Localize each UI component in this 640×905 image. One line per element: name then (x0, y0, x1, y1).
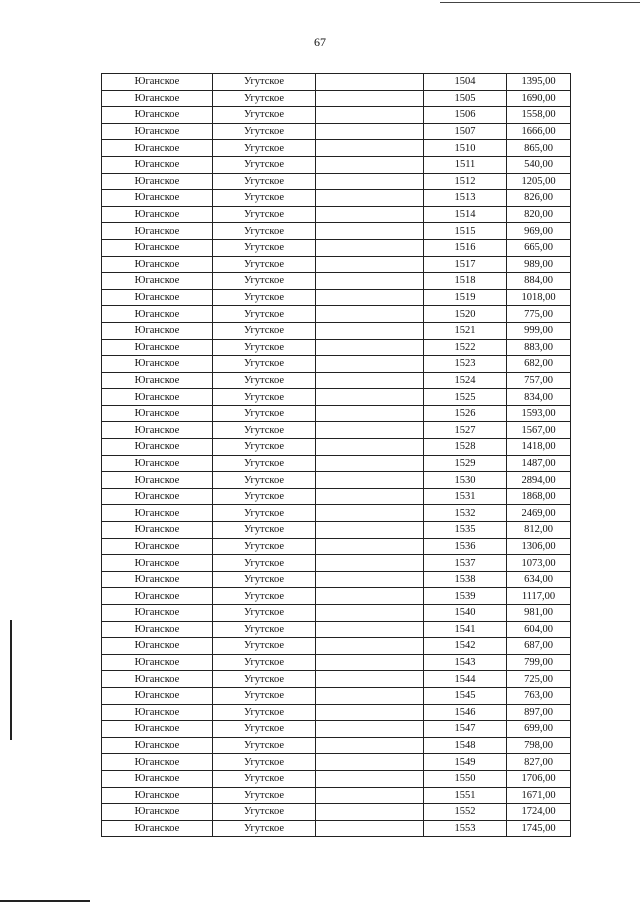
cell-empty (316, 107, 424, 124)
cell-field-name: Юганское (102, 588, 213, 605)
cell-well-number: 1513 (424, 190, 507, 207)
table-row (102, 140, 571, 157)
table-row (102, 754, 571, 771)
cell-depth-value: 2469,00 (507, 505, 571, 522)
cell-depth-value: 1593,00 (507, 405, 571, 422)
cell-well-number: 1539 (424, 588, 507, 605)
cell-well-number: 1516 (424, 239, 507, 256)
table-row (102, 74, 571, 91)
cell-field-name: Юганское (102, 455, 213, 472)
table-row (102, 405, 571, 422)
cell-empty (316, 638, 424, 655)
cell-well-number: 1517 (424, 256, 507, 273)
table-row (102, 605, 571, 622)
cell-empty (316, 505, 424, 522)
cell-well-number: 1529 (424, 455, 507, 472)
cell-empty (316, 522, 424, 539)
cell-empty (316, 439, 424, 456)
cell-depth-value: 820,00 (507, 206, 571, 223)
cell-depth-value: 827,00 (507, 754, 571, 771)
cell-field-name: Юганское (102, 273, 213, 290)
cell-area-name: Угутское (213, 721, 316, 738)
cell-empty (316, 687, 424, 704)
table-row (102, 223, 571, 240)
cell-well-number: 1518 (424, 273, 507, 290)
cell-well-number: 1544 (424, 671, 507, 688)
cell-well-number: 1512 (424, 173, 507, 190)
cell-area-name: Угутское (213, 787, 316, 804)
table-row (102, 90, 571, 107)
cell-field-name: Юганское (102, 339, 213, 356)
cell-field-name: Юганское (102, 555, 213, 572)
cell-well-number: 1531 (424, 488, 507, 505)
cell-depth-value: 1724,00 (507, 804, 571, 821)
cell-field-name: Юганское (102, 256, 213, 273)
cell-field-name: Юганское (102, 804, 213, 821)
cell-empty (316, 588, 424, 605)
cell-depth-value: 1745,00 (507, 820, 571, 837)
table-row (102, 439, 571, 456)
cell-area-name: Угутское (213, 173, 316, 190)
cell-depth-value: 1868,00 (507, 488, 571, 505)
cell-field-name: Юганское (102, 820, 213, 837)
cell-depth-value: 540,00 (507, 156, 571, 173)
table-row (102, 770, 571, 787)
cell-depth-value: 1671,00 (507, 787, 571, 804)
cell-empty (316, 123, 424, 140)
cell-well-number: 1543 (424, 654, 507, 671)
cell-empty (316, 671, 424, 688)
cell-empty (316, 621, 424, 638)
cell-field-name: Юганское (102, 422, 213, 439)
cell-empty (316, 223, 424, 240)
cell-field-name: Юганское (102, 107, 213, 124)
cell-well-number: 1532 (424, 505, 507, 522)
cell-well-number: 1505 (424, 90, 507, 107)
cell-empty (316, 356, 424, 373)
cell-empty (316, 422, 424, 439)
cell-depth-value: 999,00 (507, 322, 571, 339)
table-row (102, 422, 571, 439)
table-row (102, 339, 571, 356)
cell-empty (316, 140, 424, 157)
cell-depth-value: 725,00 (507, 671, 571, 688)
cell-depth-value: 699,00 (507, 721, 571, 738)
cell-field-name: Юганское (102, 206, 213, 223)
cell-empty (316, 372, 424, 389)
cell-empty (316, 605, 424, 622)
cell-depth-value: 826,00 (507, 190, 571, 207)
cell-empty (316, 322, 424, 339)
cell-area-name: Угутское (213, 754, 316, 771)
table-row (102, 107, 571, 124)
cell-depth-value: 1418,00 (507, 439, 571, 456)
table-row (102, 239, 571, 256)
cell-depth-value: 1306,00 (507, 538, 571, 555)
cell-empty (316, 654, 424, 671)
cell-area-name: Угутское (213, 472, 316, 489)
cell-empty (316, 820, 424, 837)
cell-well-number: 1535 (424, 522, 507, 539)
table-row (102, 638, 571, 655)
cell-field-name: Юганское (102, 721, 213, 738)
cell-depth-value: 2894,00 (507, 472, 571, 489)
cell-depth-value: 897,00 (507, 704, 571, 721)
cell-area-name: Угутское (213, 140, 316, 157)
cell-empty (316, 405, 424, 422)
cell-field-name: Юганское (102, 223, 213, 240)
cell-depth-value: 989,00 (507, 256, 571, 273)
cell-depth-value: 1706,00 (507, 770, 571, 787)
cell-empty (316, 571, 424, 588)
cell-well-number: 1515 (424, 223, 507, 240)
cell-area-name: Угутское (213, 488, 316, 505)
cell-field-name: Юганское (102, 770, 213, 787)
scan-left-mark (10, 620, 12, 740)
cell-area-name: Угутское (213, 372, 316, 389)
cell-area-name: Угутское (213, 389, 316, 406)
cell-empty (316, 74, 424, 91)
cell-area-name: Угутское (213, 555, 316, 572)
cell-empty (316, 538, 424, 555)
cell-depth-value: 634,00 (507, 571, 571, 588)
cell-field-name: Юганское (102, 754, 213, 771)
table-row (102, 472, 571, 489)
table-row (102, 588, 571, 605)
cell-area-name: Угутское (213, 289, 316, 306)
cell-empty (316, 256, 424, 273)
table-row (102, 687, 571, 704)
cell-field-name: Юганское (102, 439, 213, 456)
cell-empty (316, 289, 424, 306)
cell-field-name: Юганское (102, 74, 213, 91)
wells-table-body (102, 74, 571, 837)
cell-area-name: Угутское (213, 770, 316, 787)
cell-area-name: Угутское (213, 820, 316, 837)
cell-area-name: Угутское (213, 687, 316, 704)
cell-depth-value: 884,00 (507, 273, 571, 290)
cell-empty (316, 389, 424, 406)
cell-field-name: Юганское (102, 306, 213, 323)
table-row (102, 704, 571, 721)
cell-depth-value: 1487,00 (507, 455, 571, 472)
cell-empty (316, 90, 424, 107)
cell-area-name: Угутское (213, 505, 316, 522)
cell-field-name: Юганское (102, 356, 213, 373)
table-row (102, 522, 571, 539)
cell-well-number: 1553 (424, 820, 507, 837)
cell-well-number: 1551 (424, 787, 507, 804)
cell-well-number: 1526 (424, 405, 507, 422)
cell-empty (316, 472, 424, 489)
cell-depth-value: 665,00 (507, 239, 571, 256)
cell-depth-value: 1690,00 (507, 90, 571, 107)
cell-empty (316, 339, 424, 356)
cell-depth-value: 1018,00 (507, 289, 571, 306)
cell-depth-value: 969,00 (507, 223, 571, 240)
cell-area-name: Угутское (213, 322, 316, 339)
cell-field-name: Юганское (102, 173, 213, 190)
cell-area-name: Угутское (213, 256, 316, 273)
table-row (102, 206, 571, 223)
cell-area-name: Угутское (213, 107, 316, 124)
cell-well-number: 1542 (424, 638, 507, 655)
cell-well-number: 1530 (424, 472, 507, 489)
cell-area-name: Угутское (213, 156, 316, 173)
cell-depth-value: 865,00 (507, 140, 571, 157)
cell-area-name: Угутское (213, 704, 316, 721)
table-row (102, 488, 571, 505)
cell-area-name: Угутское (213, 90, 316, 107)
cell-depth-value: 1567,00 (507, 422, 571, 439)
cell-well-number: 1546 (424, 704, 507, 721)
cell-empty (316, 306, 424, 323)
cell-field-name: Юганское (102, 538, 213, 555)
cell-well-number: 1510 (424, 140, 507, 157)
table-row (102, 787, 571, 804)
cell-depth-value: 798,00 (507, 737, 571, 754)
cell-depth-value: 604,00 (507, 621, 571, 638)
cell-empty (316, 273, 424, 290)
table-row (102, 123, 571, 140)
cell-field-name: Юганское (102, 140, 213, 157)
cell-empty (316, 190, 424, 207)
cell-well-number: 1507 (424, 123, 507, 140)
table-row (102, 389, 571, 406)
cell-empty (316, 804, 424, 821)
table-row (102, 455, 571, 472)
table-row (102, 671, 571, 688)
cell-depth-value: 1666,00 (507, 123, 571, 140)
cell-well-number: 1545 (424, 687, 507, 704)
cell-well-number: 1511 (424, 156, 507, 173)
cell-depth-value: 682,00 (507, 356, 571, 373)
cell-well-number: 1524 (424, 372, 507, 389)
cell-empty (316, 770, 424, 787)
cell-field-name: Юганское (102, 472, 213, 489)
cell-field-name: Юганское (102, 571, 213, 588)
cell-area-name: Угутское (213, 588, 316, 605)
cell-field-name: Юганское (102, 156, 213, 173)
cell-well-number: 1514 (424, 206, 507, 223)
cell-well-number: 1504 (424, 74, 507, 91)
cell-area-name: Угутское (213, 223, 316, 240)
cell-well-number: 1525 (424, 389, 507, 406)
table-row (102, 173, 571, 190)
cell-field-name: Юганское (102, 605, 213, 622)
cell-area-name: Угутское (213, 671, 316, 688)
cell-area-name: Угутское (213, 737, 316, 754)
cell-well-number: 1548 (424, 737, 507, 754)
page-number: 67 (314, 35, 326, 49)
cell-well-number: 1537 (424, 555, 507, 572)
scan-bottom-rule (0, 900, 90, 902)
cell-field-name: Юганское (102, 787, 213, 804)
cell-area-name: Угутское (213, 239, 316, 256)
cell-field-name: Юганское (102, 505, 213, 522)
cell-well-number: 1527 (424, 422, 507, 439)
cell-area-name: Угутское (213, 206, 316, 223)
cell-area-name: Угутское (213, 306, 316, 323)
cell-field-name: Юганское (102, 322, 213, 339)
table-row (102, 555, 571, 572)
cell-empty (316, 206, 424, 223)
cell-well-number: 1547 (424, 721, 507, 738)
cell-area-name: Угутское (213, 605, 316, 622)
cell-area-name: Угутское (213, 654, 316, 671)
cell-field-name: Юганское (102, 522, 213, 539)
cell-area-name: Угутское (213, 522, 316, 539)
table-row (102, 505, 571, 522)
cell-well-number: 1549 (424, 754, 507, 771)
cell-depth-value: 763,00 (507, 687, 571, 704)
cell-well-number: 1541 (424, 621, 507, 638)
cell-depth-value: 1073,00 (507, 555, 571, 572)
cell-well-number: 1528 (424, 439, 507, 456)
table-row (102, 256, 571, 273)
cell-empty (316, 173, 424, 190)
cell-depth-value: 812,00 (507, 522, 571, 539)
cell-empty (316, 737, 424, 754)
cell-depth-value: 883,00 (507, 339, 571, 356)
cell-field-name: Юганское (102, 405, 213, 422)
table-row (102, 737, 571, 754)
cell-area-name: Угутское (213, 455, 316, 472)
cell-depth-value: 799,00 (507, 654, 571, 671)
cell-area-name: Угутское (213, 356, 316, 373)
cell-well-number: 1520 (424, 306, 507, 323)
cell-well-number: 1523 (424, 356, 507, 373)
table-row (102, 322, 571, 339)
cell-empty (316, 704, 424, 721)
table-row (102, 654, 571, 671)
cell-field-name: Юганское (102, 372, 213, 389)
cell-well-number: 1519 (424, 289, 507, 306)
wells-table (101, 73, 571, 837)
cell-area-name: Угутское (213, 74, 316, 91)
cell-depth-value: 1395,00 (507, 74, 571, 91)
cell-field-name: Юганское (102, 654, 213, 671)
cell-well-number: 1540 (424, 605, 507, 622)
cell-empty (316, 156, 424, 173)
table-row (102, 820, 571, 837)
table-row (102, 156, 571, 173)
cell-field-name: Юганское (102, 488, 213, 505)
cell-empty (316, 239, 424, 256)
cell-area-name: Угутское (213, 339, 316, 356)
cell-well-number: 1506 (424, 107, 507, 124)
cell-depth-value: 775,00 (507, 306, 571, 323)
cell-field-name: Юганское (102, 687, 213, 704)
cell-field-name: Юганское (102, 389, 213, 406)
cell-area-name: Угутское (213, 439, 316, 456)
scan-top-rule (440, 2, 640, 3)
cell-empty (316, 754, 424, 771)
cell-area-name: Угутское (213, 638, 316, 655)
cell-field-name: Юганское (102, 737, 213, 754)
cell-depth-value: 981,00 (507, 605, 571, 622)
table-row (102, 538, 571, 555)
cell-area-name: Угутское (213, 273, 316, 290)
cell-empty (316, 455, 424, 472)
cell-area-name: Угутское (213, 190, 316, 207)
table-row (102, 804, 571, 821)
table-row (102, 372, 571, 389)
table-row (102, 621, 571, 638)
table-row (102, 306, 571, 323)
cell-well-number: 1550 (424, 770, 507, 787)
cell-empty (316, 555, 424, 572)
cell-field-name: Юганское (102, 621, 213, 638)
cell-field-name: Юганское (102, 123, 213, 140)
cell-empty (316, 721, 424, 738)
cell-field-name: Юганское (102, 638, 213, 655)
cell-field-name: Юганское (102, 190, 213, 207)
cell-well-number: 1552 (424, 804, 507, 821)
cell-well-number: 1521 (424, 322, 507, 339)
cell-well-number: 1536 (424, 538, 507, 555)
cell-area-name: Угутское (213, 621, 316, 638)
cell-field-name: Юганское (102, 239, 213, 256)
cell-depth-value: 1117,00 (507, 588, 571, 605)
cell-area-name: Угутское (213, 571, 316, 588)
cell-well-number: 1538 (424, 571, 507, 588)
cell-field-name: Юганское (102, 671, 213, 688)
cell-well-number: 1522 (424, 339, 507, 356)
cell-area-name: Угутское (213, 422, 316, 439)
table-row (102, 721, 571, 738)
table-row (102, 190, 571, 207)
cell-depth-value: 834,00 (507, 389, 571, 406)
table-row (102, 571, 571, 588)
cell-area-name: Угутское (213, 123, 316, 140)
cell-area-name: Угутское (213, 405, 316, 422)
cell-depth-value: 1205,00 (507, 173, 571, 190)
cell-field-name: Юганское (102, 90, 213, 107)
cell-field-name: Юганское (102, 704, 213, 721)
table-row (102, 289, 571, 306)
cell-area-name: Угутское (213, 538, 316, 555)
cell-field-name: Юганское (102, 289, 213, 306)
cell-area-name: Угутское (213, 804, 316, 821)
cell-empty (316, 787, 424, 804)
table-row (102, 356, 571, 373)
table-row (102, 273, 571, 290)
cell-empty (316, 488, 424, 505)
cell-depth-value: 757,00 (507, 372, 571, 389)
cell-depth-value: 1558,00 (507, 107, 571, 124)
cell-depth-value: 687,00 (507, 638, 571, 655)
